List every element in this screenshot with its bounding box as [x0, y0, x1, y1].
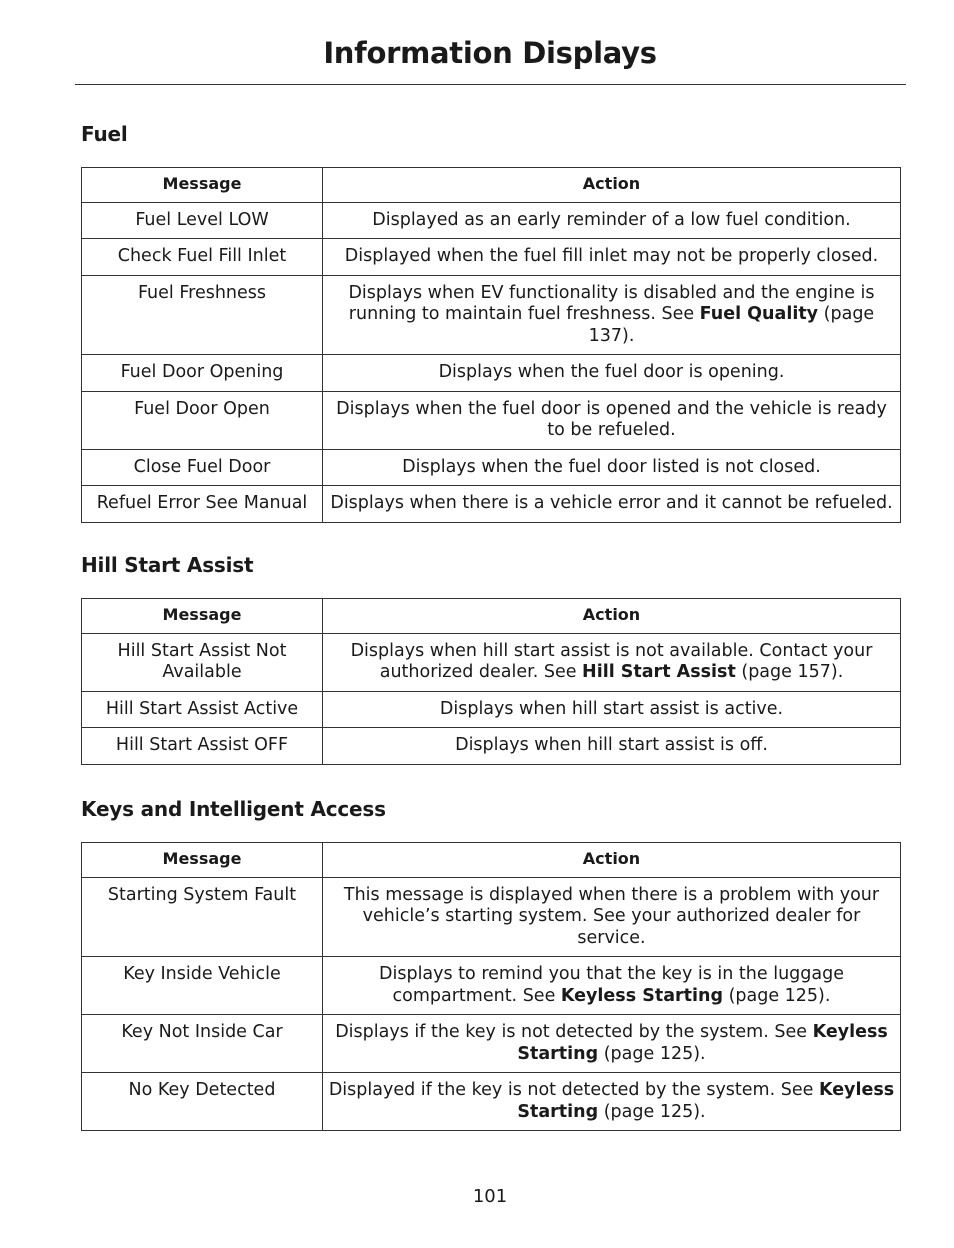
message-cell: Fuel Door Open [82, 391, 323, 449]
action-cell [323, 633, 901, 691]
action-cell [323, 957, 901, 1015]
message-cell: Key Not Inside Car [82, 1015, 323, 1073]
message-cell: Key Inside Vehicle [82, 957, 323, 1015]
action-text: (page 125). [598, 1101, 706, 1122]
action-text: (page 125). [598, 1043, 706, 1064]
action-text: Displays when there is a vehicle error and it cannot be refueled. [330, 493, 893, 513]
message-cell: Fuel Freshness [82, 275, 323, 355]
table-row [82, 391, 901, 449]
action-cell [323, 728, 901, 765]
action-cell [323, 877, 901, 957]
action-cell [323, 1073, 901, 1131]
table-row [82, 449, 901, 486]
action-text: (page 157). [735, 662, 844, 682]
table-row [82, 691, 901, 728]
action-cell [323, 275, 901, 355]
message-cell: Hill Start Assist Not Available [82, 633, 323, 691]
message-table [81, 842, 901, 1131]
table-row [82, 728, 901, 765]
cross-reference-link-text: Fuel Quality [699, 304, 819, 324]
action-text: Displays when the fuel door is opening. [438, 362, 785, 382]
action-text: Displayed if the key is not detected by the system. See [328, 1080, 819, 1100]
cross-reference-link-text: Hill Start Assist [582, 662, 736, 682]
table-row [82, 239, 901, 276]
action-cell [323, 355, 901, 392]
column-header-action: Action [323, 843, 901, 878]
action-cell [323, 486, 901, 523]
cross-reference-link-text: Keyless Starting [517, 1022, 888, 1064]
table-row [82, 202, 901, 239]
table-row [82, 275, 901, 355]
table-row [82, 1015, 901, 1073]
section-heading: Fuel [81, 122, 128, 146]
action-cell [323, 691, 901, 728]
action-cell [323, 391, 901, 449]
page-title: Information Displays [323, 36, 657, 70]
action-text: (page 137). [588, 304, 875, 346]
action-text: This message is displayed when there is a problem with your vehicle’s starting system. See your authorized dealer for service. [343, 884, 880, 948]
table-row [82, 486, 901, 523]
table-row [82, 355, 901, 392]
action-text: Displays if the key is not detected by the system. See [335, 1022, 813, 1042]
fuel-section [81, 121, 900, 523]
hill-start-assist-section [81, 552, 900, 765]
column-header-message: Message [82, 599, 323, 634]
action-text: Displayed when the fuel fill inlet may not be properly closed. [344, 246, 879, 266]
message-cell: Hill Start Assist Active [82, 691, 323, 728]
action-cell [323, 202, 901, 239]
cross-reference-link-text: Keyless Starting [517, 1080, 895, 1122]
section-heading: Hill Start Assist [81, 553, 254, 577]
action-text: Displays when EV functionality is disabled and the engine is running to maintain fuel freshness. See [348, 282, 875, 324]
table-header-row [82, 843, 901, 878]
message-cell: Starting System Fault [82, 877, 323, 957]
table-row [82, 633, 901, 691]
action-cell [323, 1015, 901, 1073]
message-cell: Close Fuel Door [82, 449, 323, 486]
action-text: Displays to remind you that the key is in the luggage compartment. See [379, 964, 844, 1006]
page-number: 101 [472, 1186, 508, 1207]
action-text: (page 125). [723, 985, 831, 1006]
table-header-row [82, 599, 901, 634]
action-text: Displays when hill start assist is off. [455, 735, 768, 755]
column-header-message: Message [82, 168, 323, 203]
action-text: Displayed as an early reminder of a low fuel condition. [372, 209, 851, 230]
message-cell: Hill Start Assist OFF [82, 728, 323, 765]
column-header-action: Action [323, 168, 901, 203]
action-text: Displays when the fuel door listed is not closed. [402, 456, 821, 477]
message-cell: Check Fuel Fill Inlet [82, 239, 323, 276]
table-row [82, 1073, 901, 1131]
table-header-row [82, 168, 901, 203]
action-text: Displays when hill start assist is active. [439, 698, 784, 719]
action-cell [323, 239, 901, 276]
message-cell: Fuel Door Opening [82, 355, 323, 392]
title-divider [75, 84, 906, 85]
message-table [81, 598, 901, 765]
column-header-action: Action [323, 599, 901, 634]
message-cell: Refuel Error See Manual [82, 486, 323, 523]
cross-reference-link-text: Keyless Starting [560, 985, 723, 1006]
action-text: Displays when the fuel door is opened and the vehicle is ready to be refueled. [336, 398, 887, 440]
table-row [82, 877, 901, 957]
section-heading: Keys and Intelligent Access [81, 797, 386, 821]
column-header-message: Message [82, 843, 323, 878]
action-text: Displays when hill start assist is not available. Contact your authorized dealer. See [350, 640, 873, 682]
message-cell: No Key Detected [82, 1073, 323, 1131]
message-cell: Fuel Level LOW [82, 202, 323, 239]
table-row [82, 957, 901, 1015]
action-cell [323, 449, 901, 486]
message-table [81, 167, 901, 523]
keys-intelligent-access-section [81, 796, 900, 1131]
